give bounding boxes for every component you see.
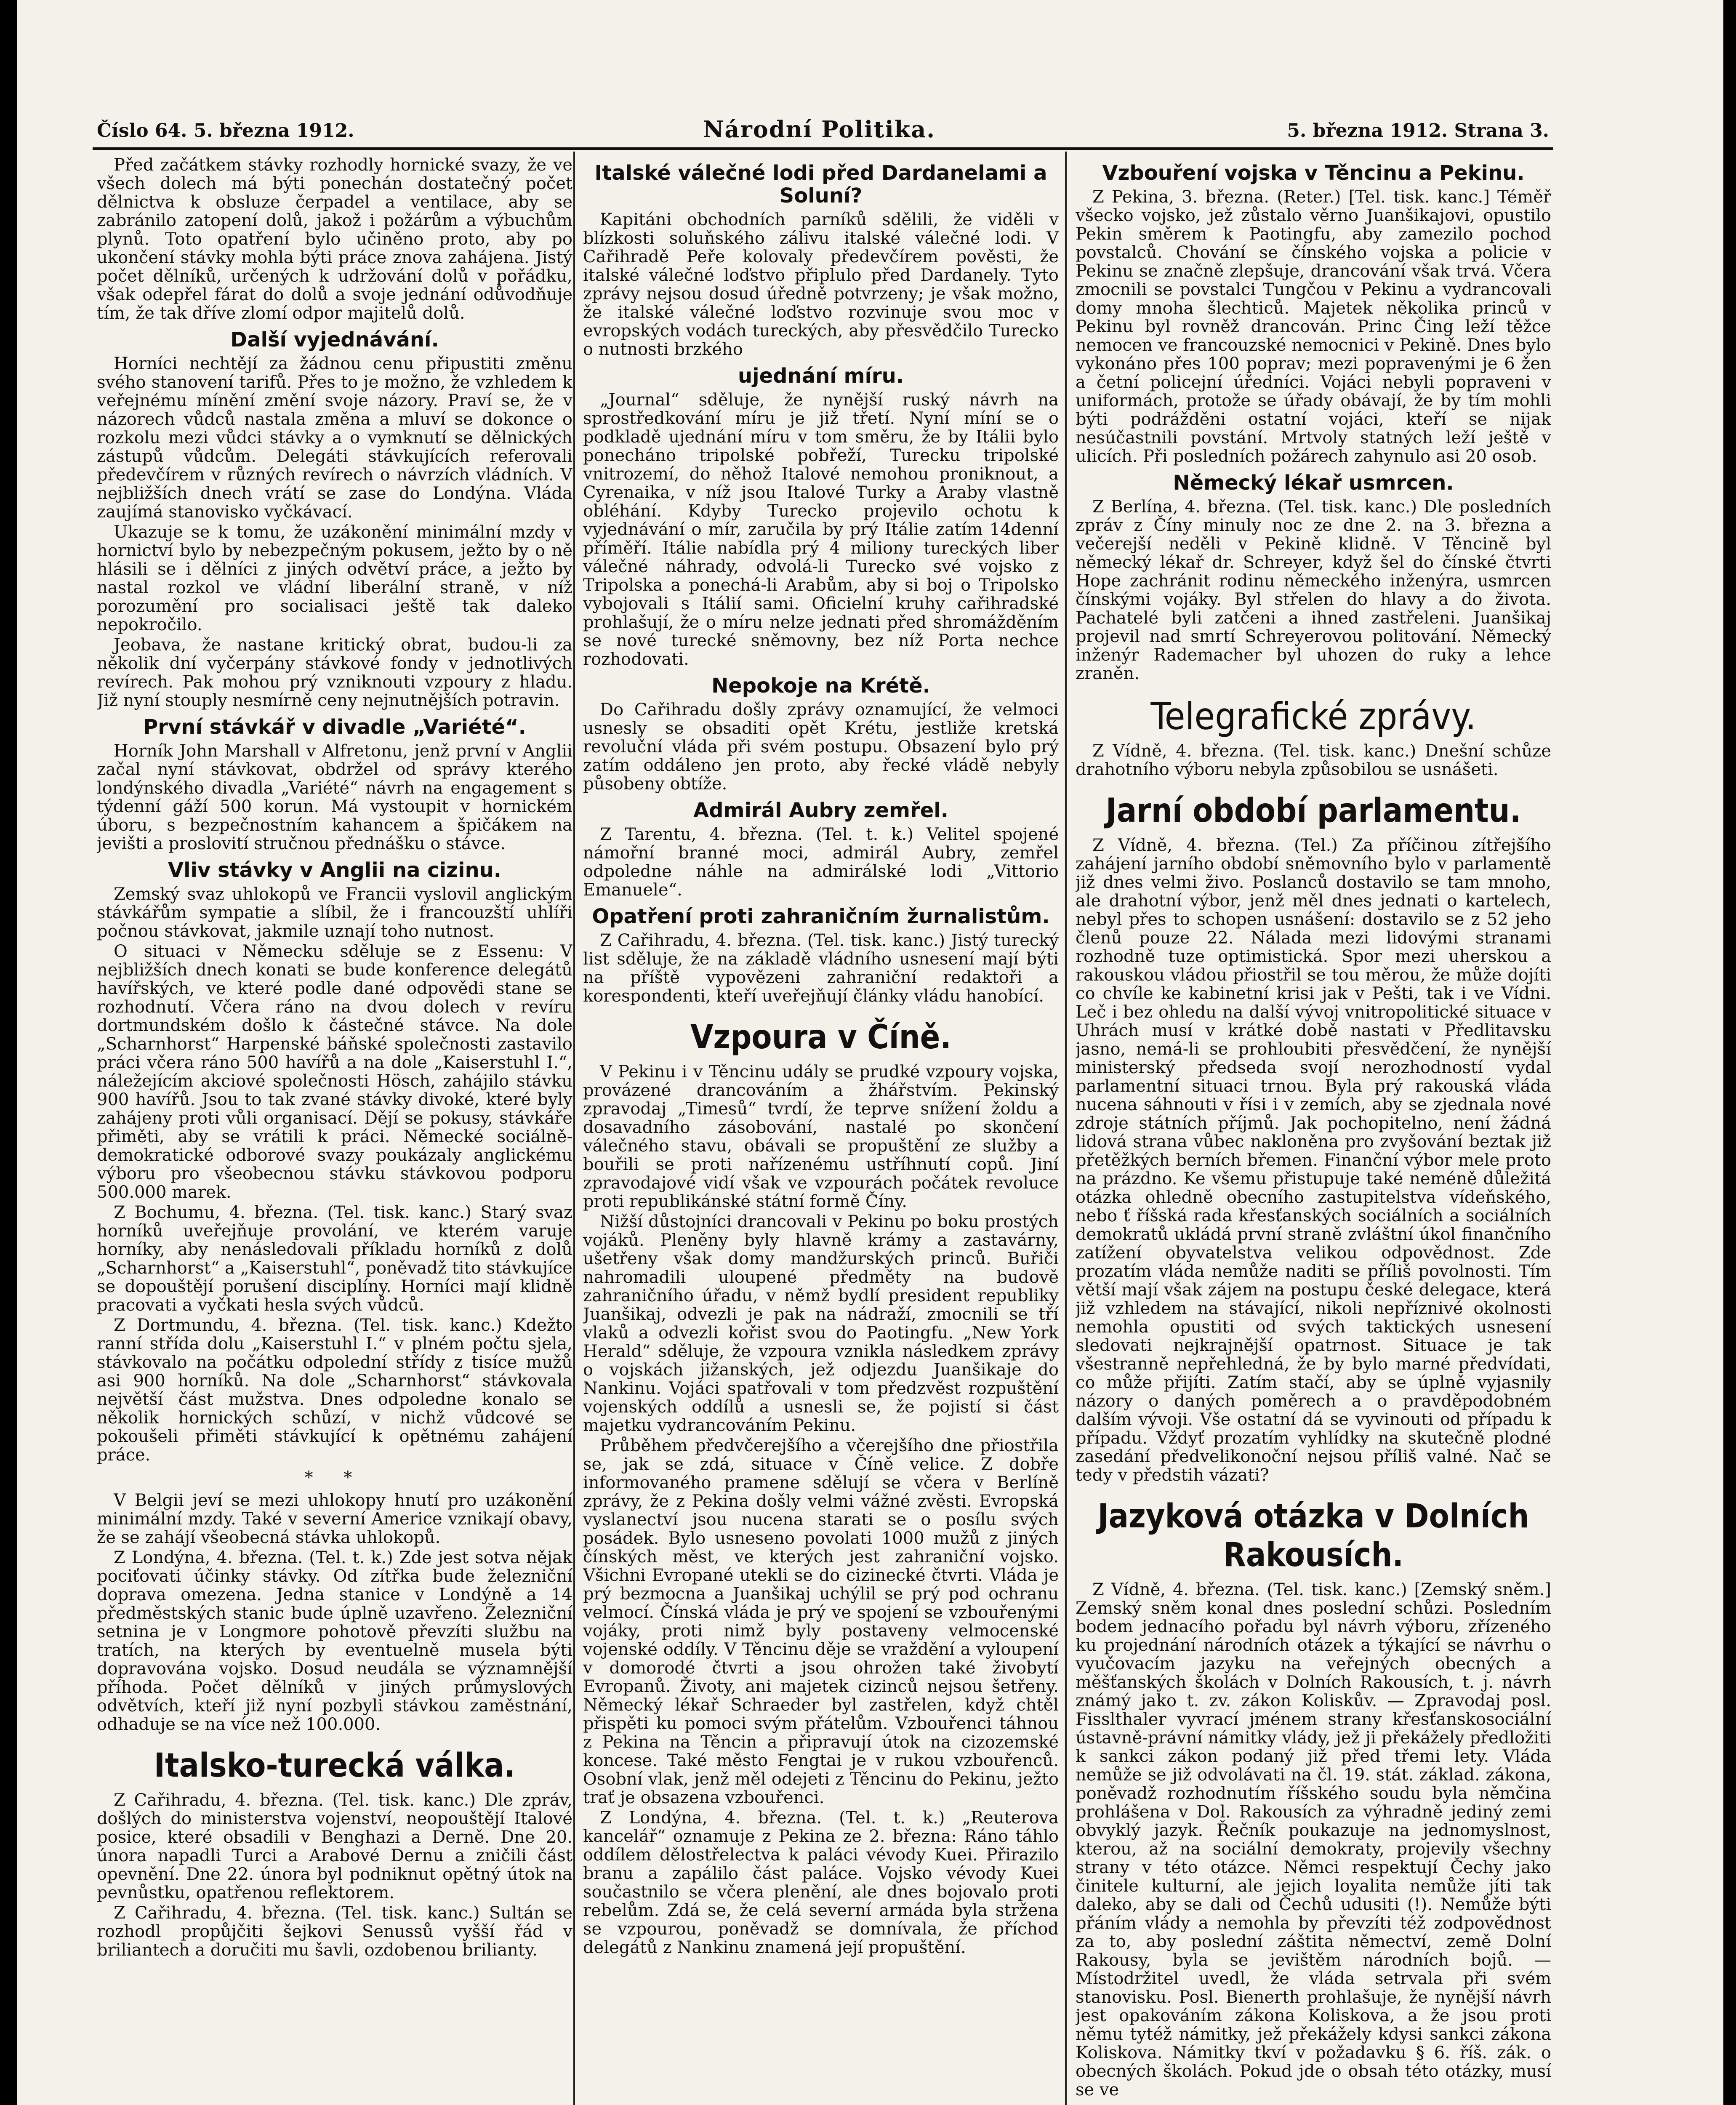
header-issue-date: Číslo 64. 5. března 1912. <box>97 120 354 141</box>
article-paragraph: Z Dortmundu, 4. března. (Tel. tisk. kanc.) Kdežto ranní střída dolu „Kaiserstuhl I.“ v plném počtu sjela, stávkovalo na počátku odpolední střídy z tisíce mužů asi 900 horníků. Na dole „Scharnhorst“ stávkovala největší část mužstva. Dnes odpoledne konalo se několik hornických schůzí, v nichž vůdcové se pokoušeli přiměti stávkující k opětnému zahájení práce. <box>97 1316 572 1465</box>
column-2 <box>583 156 1059 2105</box>
article-paragraph: Kapitáni obchodních parníků sdělili, že viděli v blízkosti soluňského zálivu italské válečné lodi. V Cařihradě Peře kolovaly předevčírem pověsti, že italské válečné loďstvo připlulo před Dardanely. Tyto zprávy nejsou dosud úředně potvrzeny; je však možno, že italské válečné loďstvo rozvinuje svou moc v evropských vodách tureckých, aby přesvědčilo Turecko o nutnosti brzkého <box>583 210 1059 359</box>
section-heading: Německý lékař usmrcen. <box>1173 471 1454 495</box>
article-paragraph: Z Vídně, 4. března. (Tel.) Za příčinou zítřejšího zahájení jarního období sněmovního bylo v parlamentě již dnes velmi živo. Poslanců dostavilo se tam mnoho, ale drahotní výbor, jenž měl dnes jednati o kartelech, nebyl přes to schopen usnášení: dostavilo se z 52 jeho členů pouze 22. Nálada mezi lidovými stranami rozhodně tuze optimistická. Spor mezi uherskou a rakouskou vládou přiostřil se tou měrou, že může dojíti co chvíle ke kabinetní krisi jak v Pešti, tak i ve Vídni. Leč i bez ohledu na další vývoj vnitropolitické situace v Uhrách musí v krátké době nastati v Předlitavsku jasno, nemá-li se prohloubiti přesvědčení, že nynější ministerský předseda svojí nerozhodností vydal parlamentní situaci trnou. Byla prý rakouská vláda nucena sáhnouti v řísi i v zemích, aby se zjednala nové zdroje státních příjmů. Jak pochopitelno, není žádná lidová strana vůbec nakloněna pro zvyšování beztak již přetěžkých berních břemen. Finanční výbor mele proto na prázdno. Ke všemu přistupuje také neméně důležitá otázka ohledně obecního zastupitelstva vídeňského, nebo ť říšská rada křesťanských sociálních a sociálních demokratů ukládá první straně zvláštní úkol finančního zatížení obyvatelstva velikou odpovědnost. Zde prozatím vláda nemůže naditi se příliš povolnosti. Tím větší mají však zájem na postupu české delegace, která již vzhledem na stávající, nikoli nepříznivé okolnosti nemohla opustiti od svých taktických usnesení sledovati nejkrajnější opatrnost. Situace je tak všestranně nepřehledná, že by bylo marné předvídati, co může přijíti. Zatím stačí, aby se úplně vyjasnily názory o daných poměrech a o pravděpodobném dalším vývoji. Vše ostatní dá se vyvinouti od případu k případu. Vždyť prozatím vyhlídky na skutečně plodné zasedání předvelikonoční nejsou příliš valné. Nač se tedy v předstih vázati? <box>1076 836 1551 1485</box>
section-heading-large: Telegrafické zprávy. <box>1150 695 1476 738</box>
article-paragraph: Z Vídně, 4. března. (Tel. tisk. kanc.) [Zemský sněm.] Zemský sněm konal dnes poslední schůzi. Posledním bodem jednacího pořadu byl návrh výboru, zřízeného ku projednání národních otázek a týkající se návrhu o vyučovacím jazyku na veřejných obecných a měšťanských školách v Dolních Rakousích, t. j. návrh známý jako t. zv. zákon Koliskův. — Zpravodaj posl. Fisslthaler vyvrací jménem strany křesťanskosociální ústavně-právní námitky vlády, jež ji překážely předložiti k sankci zákon podaný již před třemi lety. Vláda nemůže se již odvolávati na čl. 19. stát. základ. zákona, poněvadž rozhodnutím říšského soudu byla němčina prohlášena v Dol. Rakousích za výhradně jediný zemi obvyklý jazyk. Řečník poukazuje na jednomyslnost, kterou, až na sociální demokraty, projevily všechny strany v této otázce. Němci respektují Čechy jako činitele kulturní, ale jejich loyalita nemůže jíti tak daleko, aby se dali od Čechů udusiti (!). Nemůže býti přáním vlády a nemohla by převzíti též zodpovědnost za to, aby poslední záštita němectví, země Dolní Rakousy, byla se jevištěm národních bojů. — Místodržitel uvedl, že vláda setrvala při svém stanovisku. Posl. Bienerth prohlašuje, že nynější návrh jest opakováním zákona Koliskova, a že jsou proti němu tytéž námitky, jež překážely kdysi sankci zákona Koliskova. Námitky tkví v požadavku § 6. říš. zák. o obecných školách. Pokud jde o obsah této otázky, musí se ve <box>1076 1580 1551 2100</box>
section-heading: Opatření proti zahraničním žurnalistům. <box>592 905 1050 928</box>
section-heading-large: Vzpoura v Číně. <box>690 1018 951 1056</box>
article-paragraph: Z Pekina, 3. března. (Reter.) [Tel. tisk. kanc.] Téměř všecko vojsko, jež zůstalo věrno Juanšikajovi, opustilo Pekin směrem k Paotingfu, aby zamezilo pochod povstalců. Chování se čínského vojska a policie v Pekinu se značně zlepšuje, drancování však trvá. Včera zmocnili se povstalci Tungčou v Pekinu a vydrancovali domy mnoha šlechticů. Majetek několika princů v Pekinu byl rovněž drancován. Princ Čing leží těžce nemocen ve francouzské nemocnici v Pekině. Dnes bylo vykonáno přes 100 poprav; mezi popravenými je 6 žen a četní policejní úředníci. Vojáci nebyli popraveni v uniformách, protože se úřady obávají, že by tím mohli býti podrážděni ostatní vojáci, kteří se nijak nesúčastnili povstání. Mrtvoly statných leží ještě v ulicích. Při posledních požárech zahynulo asi 20 osob. <box>1076 187 1551 466</box>
article-paragraph: Horník John Marshall v Alfretonu, jenž první v Anglii začal nyní stávkovat, obdržel od správy kterého londýnského divadla „Variété“ návrh na engagement s týdenní gáží 500 korun. Má vystoupit v hornickém úboru, s bezpečnostním kahancem a špičákem na jevišti a proslovití stručnou přednášku o stávce. <box>97 741 572 853</box>
header-page-number: 5. března 1912. Strana 3. <box>1287 120 1549 141</box>
section-heading: Vzbouření vojska v Těncinu a Pekinu. <box>1102 161 1525 185</box>
article-paragraph: „Journal“ sděluje, že nynější ruský návrh na sprostředkování míru je již třetí. Nyní míní se o podkladě ujednání míru v tom směru, že by Itálii bylo ponecháno tripolské pobřeží, Turecku tripolské vnitrozemí, do něhož Italové nemohou proniknout, a Cyrenaika, v níž jsou Italové Turky a Araby vlastně obléhání. Kdyby Turecko projevilo ochotu k vyjednávání o mír, zaručila by prý Itálie zatím 14denní příměří. Itálie nabídla prý 4 miliony tureckých liber válečné náhrady, odvolá-li Turecko své vojsko z Tripolska a ponechá-li Arabům, aby si boj o Tripolsko vybojovali s Itálií sami. Oficielní kruhy cařihradské prohlašují, že o míru nelze jednati před shromážděním se nové turecké sněmovny, bez níž Porta nechce rozhodovati. <box>583 390 1059 669</box>
article-paragraph: Z Vídně, 4. března. (Tel. tisk. kanc.) Dnešní schůze drahotního výboru nebyla způsobilou se usnášeti. <box>1076 741 1551 779</box>
scan-edge-right <box>1723 0 1736 2105</box>
article-paragraph: Ukazuje se k tomu, že uzákonění minimální mzdy v hornictví bylo by nebezpečným pokusem, ježto by o ně hlásili se i dělníci z jiných odvětví práce, a ježto by nastal rozkol ve vládní liberální straně, v níž porozumění pro socialisaci ještě tak daleko nepokročilo. <box>97 522 572 634</box>
article-paragraph: V Pekinu i v Těncinu udály se prudké vzpoury vojska, provázené drancováním a žhářstvím. Pekinský zpravodaj „Timesů“ tvrdí, že teprve snížení žoldu a dosavadního zásobování, nastalé po skončení válečného stavu, obávali se propuštění ze služby a bouřili se proti nařízenému ustříhnutí copů. Jiní zpravodajové vidí však ve vzpourách počátek revoluce proti republikánské státní formě Číny. <box>583 1062 1059 1211</box>
column-3 <box>1076 156 1551 2105</box>
article-paragraph: Z Tarentu, 4. března. (Tel. t. k.) Velitel spojené námořní branné moci, admirál Aubry, zemřel odpoledne náhle na admirálské lodi „Vittorio Emanuele“. <box>583 825 1059 900</box>
section-heading-large: Italsko-turecká válka. <box>154 1747 516 1785</box>
article-paragraph: Z Londýna, 4. března. (Tel. t. k.) „Reuterova kancelář“ oznamuje z Pekina ze 2. března: Ráno táhlo oddílem dělostřelectva k paláci vévody Kuei. Přirazilo branu a zapálilo část paláce. Vojsko vévody Kuei součastnilo se včera plenění, ale dnes bojovalo proti rebelům. Zdá se, že celá severní armáda byla stržena se vzpourou, poněvadž se domnívala, že příchod delegátů z Nankinu znamená její propuštění. <box>583 1808 1059 1957</box>
section-heading: Italské válečné lodi před Dardanelami a Soluní? <box>594 161 1047 208</box>
scan-edge-left <box>0 0 17 2105</box>
article-paragraph: Horníci nechtějí za žádnou cenu připustiti změnu svého stanovení tarifů. Přes to je možno, že vzhledem k veřejnému mínění změní svoje názory. Praví se, že v názorech vůdců nastala změna a mluví se dokonce o rozkolu mezi vůdci stávky a o vymknutí se dělnických zástupů vůdcům. Delegáti stávkujících referovali předevčírem v různých revírech o návrzích vládních. V nejbližších dnech vrátí se zase do Londýna. Vláda zaujímá stanovisko vyčkávací. <box>97 354 572 522</box>
article-paragraph: Z Berlína, 4. března. (Tel. tisk. kanc.) Dle posledních zpráv z Číny minuly noc ze dne 2. na 3. března a večerejší neděli v Pekině klidně. V Těncině byl německý lékař dr. Schreyer, když šel do čínské čtvrti Hope zachránit rodinu německého inženýra, usmrcen čínskými vojáky. Byl střelen do hlavy a do života. Pachatelé byli zatčeni a ihned zastřeleni. Juanšikaj projevil nad smrtí Schreyerovou politování. Německý inženýr Rademacher byl uhozen do ruky a lehce zraněn. <box>1076 497 1551 683</box>
article-paragraph: Do Cařihradu došly zprávy oznamující, že velmoci usnesly se obsaditi opět Krétu, jestliže kretská revoluční vláda při svém postupu. Obsazení bylo prý zatím oddáleno jen proto, aby řecké vládě nebyly působeny obtíže. <box>583 700 1059 794</box>
article-paragraph: Průběhem předvčerejšího a včerejšího dne přiostřila se, jak se zdá, situace v Číně velice. Z dobře informovaného pramene sdělují se včera v Berlíně zprávy, že z Pekina došly velmi vážné zvěsti. Evropská vyslanectví jsou nucena starati se o posílu svých posádek. Bylo usneseno povolati 1000 mužů z jiných čínských měst, ve kterých jest zahraniční vojsko. Všichni Evropané utekli se do cizinecké čtvrti. Vláda je prý bezmocna a Juanšikaj uchýlil se prý pod ochranu velmocí. Čínská vláda je prý ve spojení se vzbouřenými vojáky, proti nimž byly postaveny velmocenské vojenské oddíly. V Těncinu děje se vraždění a vyloupení v domorodé čtvrti a jsou ohrožen také živobytí Evropanů. Životy, ani majetek cizinců nejsou šetřeny. Německý lékař Schraeder byl zastřelen, když chtěl přispěti ku pomoci svým přátelům. Vzbouřenci táhnou z Pekina na Těncin a připravují útok na cizozemské koncese. Také město Fengtai je v rukou vzbouřenců. Osobní vlak, jenž měl odejeti z Těncinu do Pekinu, ježto trať je obsazena vzbouřenci. <box>583 1436 1059 1807</box>
separator-asterisks: * * <box>304 1468 365 1487</box>
article-paragraph: Z Bochumu, 4. března. (Tel. tisk. kanc.) Starý svaz horníků uveřejňuje provolání, ve kterém varuje horníky, aby nenásledovali příkladu horníků z dolů „Scharnhorst“ a „Kaiserstuhl“, poněvadž tito stávkujíce se dopouštějí porušení disciplíny. Horníci mají klidně pracovati a vyčkati hesla svých vůdců. <box>97 1203 572 1315</box>
section-heading: Vliv stávky v Anglii na cizinu. <box>168 858 502 882</box>
column-divider <box>1065 152 1067 2105</box>
page-header <box>97 116 1549 145</box>
section-heading-large: Jarní období parlamentu. <box>1105 792 1521 830</box>
article-paragraph: O situaci v Německu sděluje se z Essenu: V nejbližších dnech konati se bude konference delegátů havířských, ve které podle dané odpovědi stane se rozhodnutí. Včera ráno na dvou dolech v revíru dortmundském došlo k částečné stávce. Na dole „Scharnhorst“ Harpenské báňské společnosti zastavilo práci včera ráno 500 havířů a na dole „Kaiserstuhl I.“, náležejícím akciové společnosti Hösch, zahájilo stávku 900 havířů. Jsou to tak zvané stávky divoké, které byly zahájeny proti vůli organisací. Dějí se pokusy, stávkáře přiměti, aby se vrátili k práci. Německé sociálně-demokratické odborové svazy poukázaly anglickému výboru pro všeobecnou stávku stávkovou podporu 500.000 marek. <box>97 942 572 1202</box>
header-rule <box>93 147 1553 150</box>
section-heading: Admirál Aubry zemřel. <box>693 799 948 822</box>
section-heading: Nepokoje na Krétě. <box>711 674 930 698</box>
column-divider <box>573 152 575 2105</box>
section-heading: První stávkář v divadle „Variété“. <box>143 715 526 739</box>
article-paragraph: V Belgii jeví se mezi uhlokopy hnutí pro uzákonění minimální mzdy. Také v severní Americe vznikají obavy, že se zahájí všeobecná stávka uhlokopů. <box>97 1491 572 1547</box>
article-paragraph: Z Cařihradu, 4. března. (Tel. tisk. kanc.) Sultán se rozhodl propůjčiti šejkovi Senussů vyšší řád v briliantech a doručiti mu šavli, ozdobenou brilianty. <box>97 1903 572 1960</box>
article-paragraph: Z Cařihradu, 4. března. (Tel. tisk. kanc.) Dle zpráv, došlých do ministerstva vojenství, neopouštějí Italové posice, které obsadili v Benghazi a Derně. Dne 20. února napadli Turci a Arabové Dernu a zničili část opevnění. Dne 22. února byl podniknut opětný útok na pevnůstku, opatřenou reflektorem. <box>97 1791 572 1902</box>
section-heading: Další vyjednávání. <box>230 328 439 352</box>
column-1 <box>97 156 572 2105</box>
article-paragraph: Jeobava, že nastane kritický obrat, budou-li za několik dní vyčerpány stávkové fondy v jednotlivých revírech. Pak mohou prý vzniknouti vzpoury z hladu. Již nyní stouply nesmírně ceny nejnutnějších potravin. <box>97 635 572 710</box>
section-heading-large: Jazyková otázka v Dolních Rakousích. <box>1097 1497 1529 1574</box>
article-paragraph: Před začátkem stávky rozhodly hornické svazy, že ve všech dolech má býti ponechán dostatečný počet dělnictva k obsluze čerpadel a ventilace, aby se zabránilo zatopení dolů, jakož i požárům a výbuchům plynů. Toto opatření bylo učiněno proto, aby po ukončení stávky mohla býti práce znova zahájena. Jistý počet dělníků, určených k udržování dolů v pořádku, však odepřel fárat do dolů a svoje jednání odůvodňuje tím, že tak dříve zlomí odpor majitelů dolů. <box>97 156 572 323</box>
article-paragraph: Zemský svaz uhlokopů ve Francii vyslovil anglickým stávkářům sympatie a slíbil, že i francouzští uhlíři počnou stávkovat, jakmile uznají toho nutnost. <box>97 885 572 941</box>
article-paragraph: Z Cařihradu, 4. března. (Tel. tisk. kanc.) Jistý turecký list sděluje, že na základě vládního usnesení mají býti na příště vypovězeni zahraniční redaktoři a korespondenti, kteří uveřejňují články vládu hanobící. <box>583 931 1059 1006</box>
newspaper-title: Národní Politika. <box>703 116 936 143</box>
section-heading: ujednání míru. <box>738 364 904 388</box>
article-paragraph: Z Londýna, 4. března. (Tel. t. k.) Zde jest sotva nějak pociťovati účinky stávky. Od zítřka bude železniční doprava omezena. Jedna stanice v Londýně a 14 předměstských stanic bude úplně uzavřeno. Železniční setnina je v Longmore pohotově převzíti službu na tratích, na kterých by eventuelně musela býti dopravována vojsko. Dosud neudála se významnější příhoda. Počet dělníků v jiných průmyslových odvětvích, kteří již nyní pozbyli stávkou zaměstnání, odhaduje se na více než 100.000. <box>97 1548 572 1734</box>
article-paragraph: Nižší důstojníci drancovali v Pekinu po boku prostých vojáků. Pleněny byly hlavně krámy a zastavárny, ušetřeny však domy mandžurských princů. Buřiči nahromadili uloupené předměty na budově zahraničního úřadu, v němž bydlí president republiky Juanšikaj, odvezli je pak na nádraží, zmocnili se tří vlaků a odvezli kořist svou do Paotingfu. „New York Herald“ sděluje, že vzpoura vznikla následkem zprávy o vojskách jižanských, jež odjezdu Juanšikaje do Nankinu. Vojáci spatřovali v tom předzvěst rozpuštění vojenských oddílů a usnesli se, že pojistí si část majetku vydrancováním Pekinu. <box>583 1212 1059 1435</box>
